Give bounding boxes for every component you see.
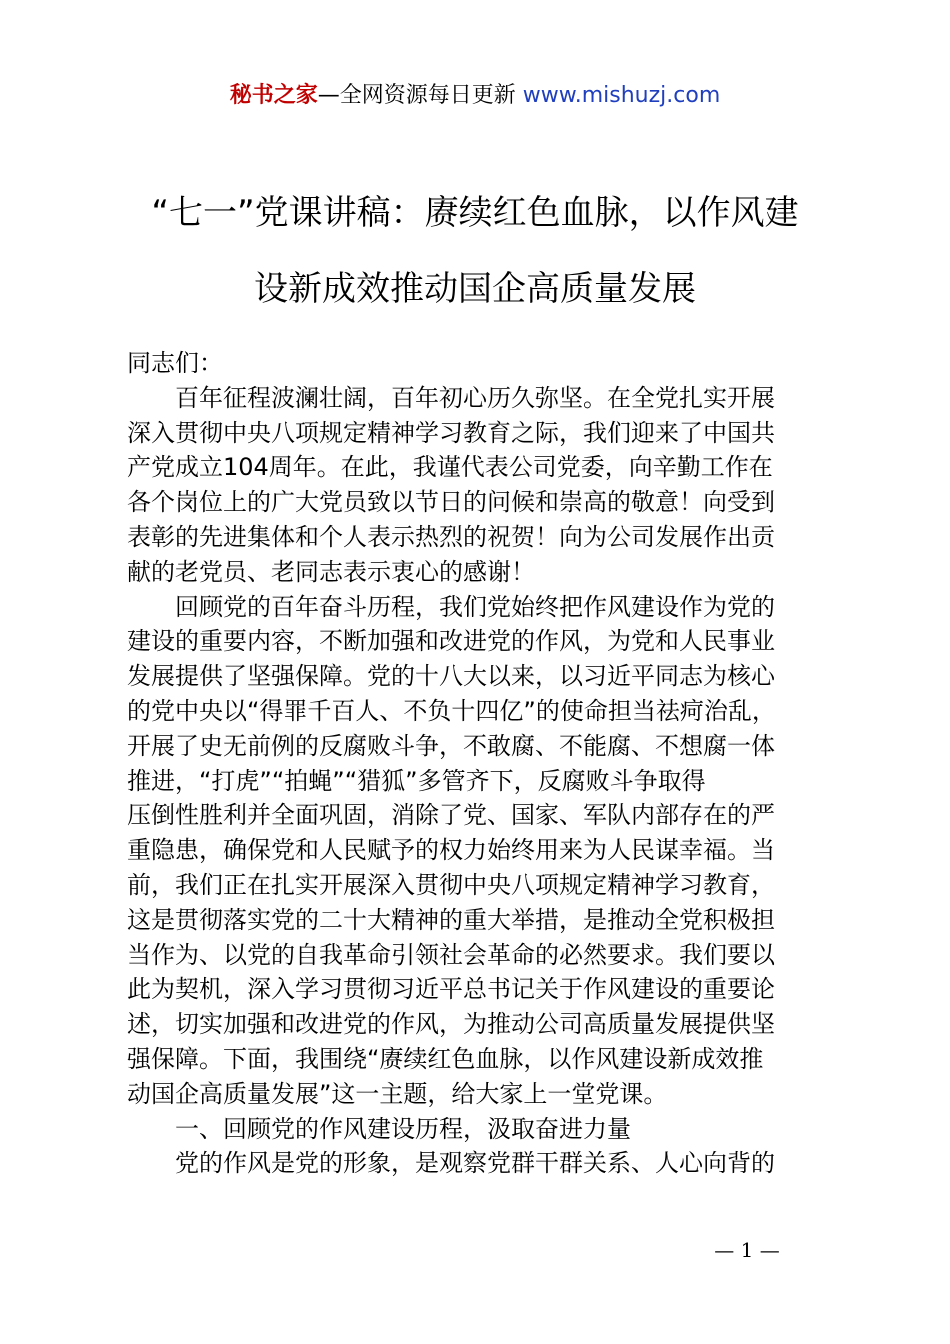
paragraph-line: 重隐患，确保党和人民赋予的权力始终用来为人民谋幸福。当 (127, 836, 775, 865)
paragraph-line: 这是贯彻落实党的二十大精神的重大举措，是推动全党积极担 (127, 905, 775, 934)
paragraph-line: 各个岗位上的广大党员致以节日的问候和崇高的敬意！向受到 (127, 488, 775, 517)
paragraph-line: 表彰的先进集体和个人表示热烈的祝贺！向为公司发展作出贡 (127, 522, 775, 551)
paragraph-line: 当作为、以党的自我革命引领社会革命的必然要求。我们要以 (127, 940, 775, 969)
paragraph-line: 压倒性胜利并全面巩固，消除了党、国家、军队内部存在的严 (127, 801, 775, 830)
paragraph-line: 产党成立104周年。在此，我谨代表公司党委，向辛勤工作在 (127, 453, 773, 482)
paragraph-line: 此为契机，深入学习贯彻习近平总书记关于作风建设的重要论 (127, 975, 775, 1004)
paragraph-line: 建设的重要内容，不断加强和改进党的作风，为党和人民事业 (127, 627, 775, 656)
site-tagline: —全网资源每日更新 (317, 83, 516, 108)
paragraph-line: 献的老党员、老同志表示衷心的感谢！ (127, 557, 535, 586)
paragraph-line: 述，切实加强和改进党的作风，为推动公司高质量发展提供坚 (127, 1010, 775, 1039)
paragraph-line: 前，我们正在扎实开展深入贯彻中央八项规定精神学习教育， (127, 870, 775, 899)
site-header (0, 80, 950, 112)
paragraph-line: 回顾党的百年奋斗历程，我们党始终把作风建设作为党的 (175, 592, 775, 621)
salutation: 同志们： (127, 349, 223, 377)
title-line: 设新成效推动国企高质量发展 (254, 269, 696, 309)
paragraph-line: 深入贯彻中央八项规定精神学习教育之际，我们迎来了中国共 (127, 418, 775, 447)
paragraph-line: 动国企高质量发展”这一主题，给大家上一堂党课。 (127, 1079, 668, 1108)
site-url-link[interactable]: www.mishuzj.com (522, 83, 721, 108)
page-number: — 1 — (714, 1238, 780, 1262)
paragraph-line: 推进，“打虎”“拍蝇”“猎狐”多管齐下，反腐败斗争取得 (127, 766, 706, 795)
document-body (127, 346, 839, 1181)
paragraph-line: 开展了史无前例的反腐败斗争，不敢腐、不能腐、不想腐一体 (127, 731, 775, 760)
section-heading: 一、回顾党的作风建设历程，汲取奋进力量 (175, 1114, 631, 1143)
document-title (0, 188, 950, 340)
site-brand: 秘书之家 (229, 83, 318, 108)
title-line: “七一”党课讲稿：赓续红色血脉，以作风建 (151, 193, 799, 233)
paragraph-line: 党的作风是党的形象，是观察党群干群关系、人心向背的 (175, 1149, 775, 1178)
paragraph-line: 百年征程波澜壮阔，百年初心历久弥坚。在全党扎实开展 (175, 383, 775, 412)
paragraph-line: 的党中央以“得罪千百人、不负十四亿”的使命担当祛疴治乱， (127, 696, 776, 725)
paragraph-line: 发展提供了坚强保障。党的十八大以来，以习近平同志为核心 (127, 662, 775, 691)
paragraph-line: 强保障。下面，我围绕“赓续红色血脉，以作风建设新成效推 (127, 1044, 764, 1073)
